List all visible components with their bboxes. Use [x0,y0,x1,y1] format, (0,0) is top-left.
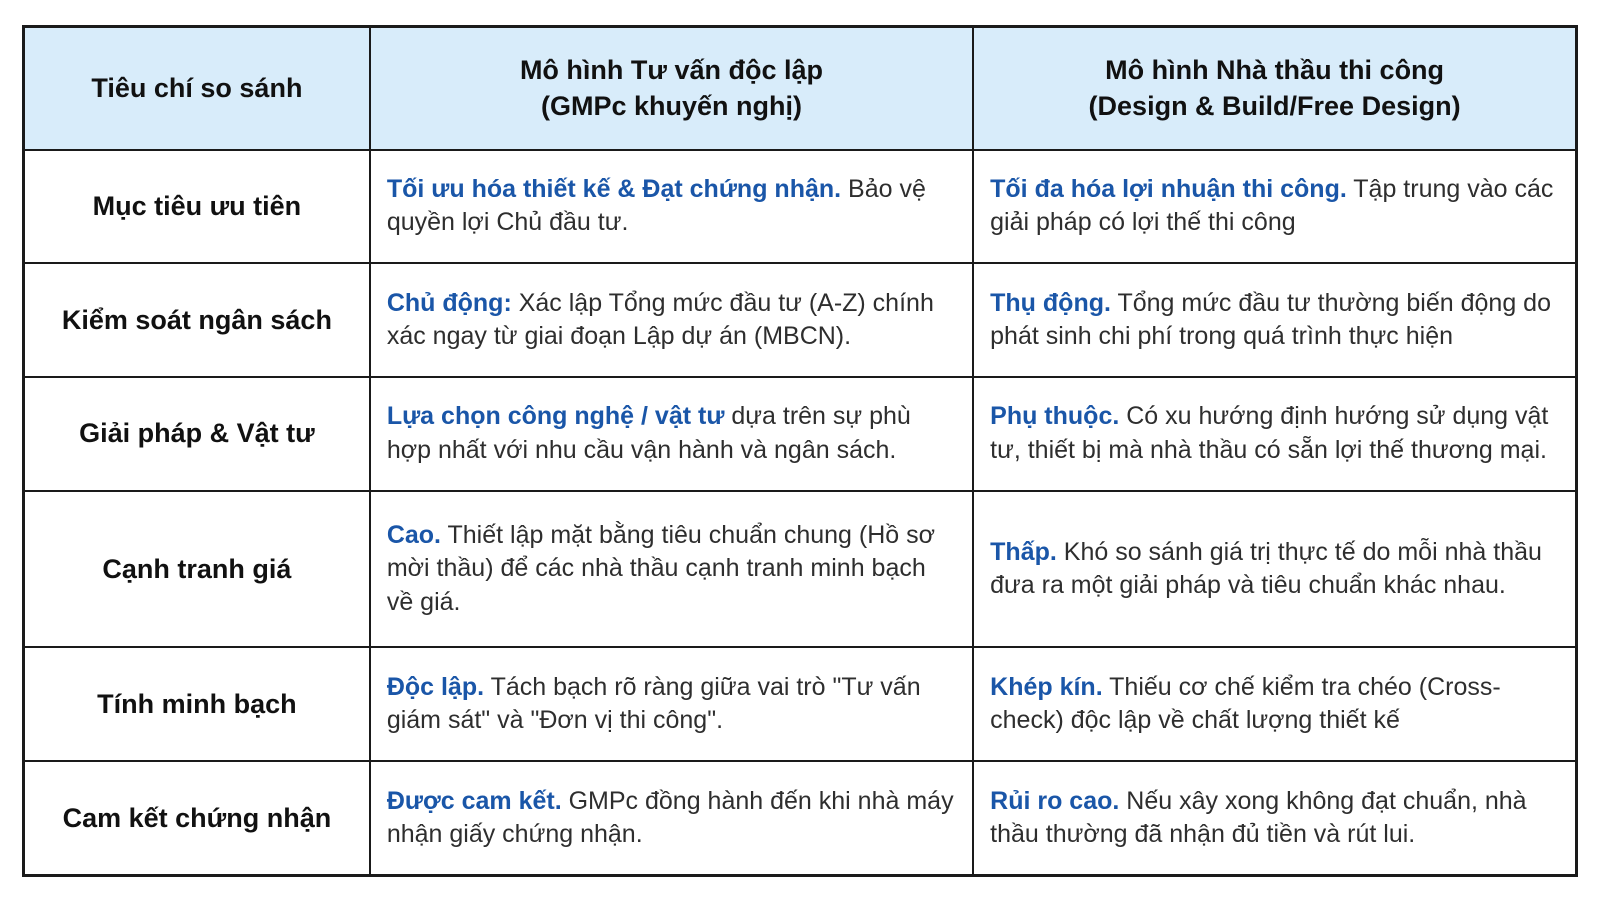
table-row [24,647,1577,761]
criterion-label: Giải pháp & Vật tư [79,418,315,449]
criterion-cell [24,647,370,761]
header-consultant-line2: (GMPc khuyến nghị) [540,91,802,122]
consultant-lead-text: Cao. [386,520,441,549]
consultant-body-text: Bảo vệ quyền lợi Chủ đầu tư. [386,174,926,237]
contractor-lead-text: Rủi ro cao. [990,786,1120,815]
consultant-lead-text: Được cam kết. [386,786,562,815]
contractor-body-text: Khó so sánh giá trị thực tế do mỗi nhà thầu đưa ra một giải pháp và tiêu chuẩn khác nhau. [990,537,1542,600]
contractor-lead-text: Khép kín. [990,672,1103,701]
consultant-cell [370,150,973,264]
contractor-lead-text: Phụ thuộc. [990,402,1120,431]
header-consultant-line1: Mô hình Tư vấn độc lập [519,54,823,85]
contractor-cell [973,761,1576,875]
consultant-cell [370,377,973,491]
criterion-cell [24,263,370,377]
criterion-cell [24,491,370,648]
consultant-cell [370,761,973,875]
consultant-body-text: dựa trên sự phù hợp nhất với nhu cầu vận hành và ngân sách. [386,402,911,464]
contractor-lead-text: Thấp. [990,537,1057,566]
contractor-body-text: Thiếu cơ chế kiểm tra chéo (Cross-check) độc lập về chất lượng thiết kế [990,672,1501,735]
table-body [24,150,1577,876]
header-contractor-line1: Mô hình Nhà thầu thi công [1105,54,1445,85]
consultant-lead-text: Lựa chọn công nghệ / vật tư [386,402,725,431]
consultant-body-text: GMPc đồng hành đến khi nhà máy nhận giấy chứng nhận. [386,786,954,849]
criterion-cell [24,761,370,875]
consultant-body-text: Tách bạch rõ ràng giữa vai trò "Tư vấn giám sát" và "Đơn vị thi công". [386,672,921,735]
consultant-lead-text: Chủ động: [386,288,512,317]
contractor-lead-text: Tối đa hóa lợi nhuận thi công. [990,174,1347,203]
comparison-table-wrap [22,25,1578,877]
consultant-lead-text: Độc lập. [386,672,485,701]
consultant-cell [370,647,973,761]
table-row [24,150,1577,264]
header-contractor-model [973,27,1576,150]
contractor-body-text: Có xu hướng định hướng sử dụng vật tư, thiết bị mà nhà thầu có sẵn lợi thế thương mại. [990,402,1549,464]
table-row [24,761,1577,875]
consultant-lead-text: Tối ưu hóa thiết kế & Đạt chứng nhận. [386,174,842,203]
criterion-label: Cam kết chứng nhận [62,802,332,833]
criterion-cell [24,377,370,491]
contractor-body-text: Nếu xây xong không đạt chuẩn, nhà thầu thường đã nhận đủ tiền và rút lui. [990,786,1527,849]
table-row [24,263,1577,377]
header-row [24,27,1577,150]
contractor-lead-text: Thụ động. [990,288,1111,317]
criterion-cell [24,150,370,264]
contractor-cell [973,647,1576,761]
contractor-cell [973,263,1576,377]
header-criteria-label: Tiêu chí so sánh [91,73,303,104]
header-contractor-line2: (Design & Build/Free Design) [1088,91,1461,122]
table-header [24,27,1577,150]
header-criteria [24,27,370,150]
consultant-cell [370,263,973,377]
comparison-table [22,25,1578,877]
criterion-label: Kiểm soát ngân sách [61,304,332,335]
table-row [24,491,1577,648]
consultant-body-text: Xác lập Tổng mức đầu tư (A-Z) chính xác ngay từ giai đoạn Lập dự án (MBCN). [386,288,934,351]
contractor-body-text: Tập trung vào các giải pháp có lợi thế thi công [990,174,1554,237]
criterion-label: Cạnh tranh giá [102,553,292,584]
consultant-body-text: Thiết lập mặt bằng tiêu chuẩn chung (Hồ sơ mời thầu) để các nhà thầu cạnh tranh minh bạch về giá. [386,520,936,616]
header-consultant-model [370,27,973,150]
table-row [24,377,1577,491]
contractor-body-text: Tổng mức đầu tư thường biến động do phát sinh chi phí trong quá trình thực hiện [990,288,1551,351]
consultant-cell [370,491,973,648]
contractor-cell [973,150,1576,264]
criterion-label: Mục tiêu ưu tiên [92,190,302,221]
criterion-label: Tính minh bạch [97,688,297,719]
contractor-cell [973,491,1576,648]
contractor-cell [973,377,1576,491]
